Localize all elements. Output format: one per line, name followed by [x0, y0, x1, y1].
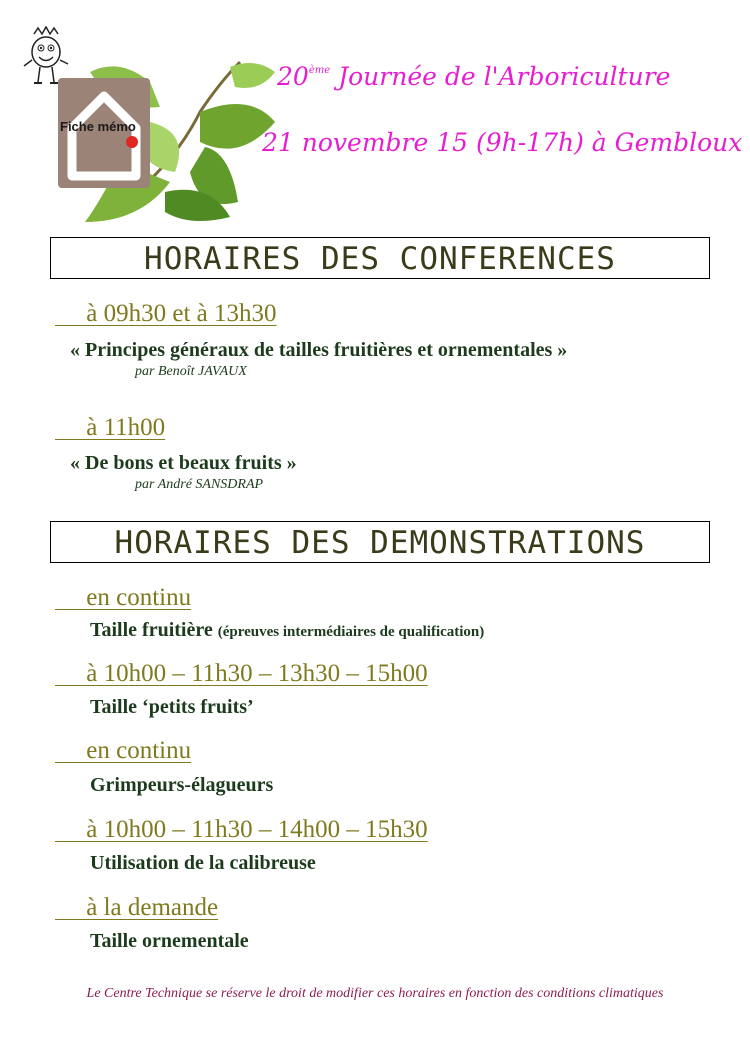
- conference-speaker-1: par Benoît JAVAUX: [135, 364, 247, 379]
- demo-time-1: en continu: [55, 584, 192, 611]
- conference-time-2: à 11h00: [55, 414, 166, 441]
- demo-title-1-note: (épreuves intermédiaires de qualification): [217, 624, 485, 640]
- conference-time-1: à 09h30 et à 13h30: [55, 300, 277, 327]
- demo-title-2: Taille ‘petits fruits’: [90, 696, 254, 718]
- demo-title-5: Taille ornementale: [90, 930, 249, 952]
- demo-time-5: à la demande: [55, 894, 219, 921]
- conference-title-1: « Principes généraux de tailles fruitières et ornementales »: [70, 339, 568, 361]
- event-date: 21 novembre 15 (9h-17h) à Gembloux: [262, 128, 743, 157]
- demo-title-1-text: Taille fruitière: [90, 619, 213, 641]
- demo-title-1: [90, 619, 484, 642]
- demo-title-4: Utilisation de la calibreuse: [90, 852, 316, 874]
- demo-time-3: en continu: [55, 737, 192, 764]
- demo-time-4: à 10h00 – 11h30 – 14h00 – 15h30: [55, 816, 428, 843]
- memo-badge-label: Fiche mémo: [60, 119, 136, 134]
- mascot-icon: [20, 26, 72, 86]
- conference-title-2: « De bons et beaux fruits »: [70, 452, 297, 474]
- event-name: Journée de l'Arboriculture: [338, 62, 671, 91]
- event-title: [277, 62, 670, 91]
- demonstrations-heading: HORAIRES DES DEMONSTRATIONS: [50, 521, 710, 563]
- footer-disclaimer: Le Centre Technique se réserve le droit de modifier ces horaires en fonction des conditions climatiques: [86, 986, 664, 1001]
- conference-speaker-2: par André SANSDRAP: [135, 477, 264, 492]
- demo-time-2: à 10h00 – 11h30 – 13h30 – 15h00: [55, 660, 428, 687]
- red-dot-icon: [126, 136, 138, 148]
- edition-number: 20: [277, 62, 309, 91]
- demo-title-3: Grimpeurs-élagueurs: [90, 774, 274, 796]
- conferences-heading: HORAIRES DES CONFERENCES: [50, 237, 710, 279]
- edition-suffix: ème: [308, 65, 331, 76]
